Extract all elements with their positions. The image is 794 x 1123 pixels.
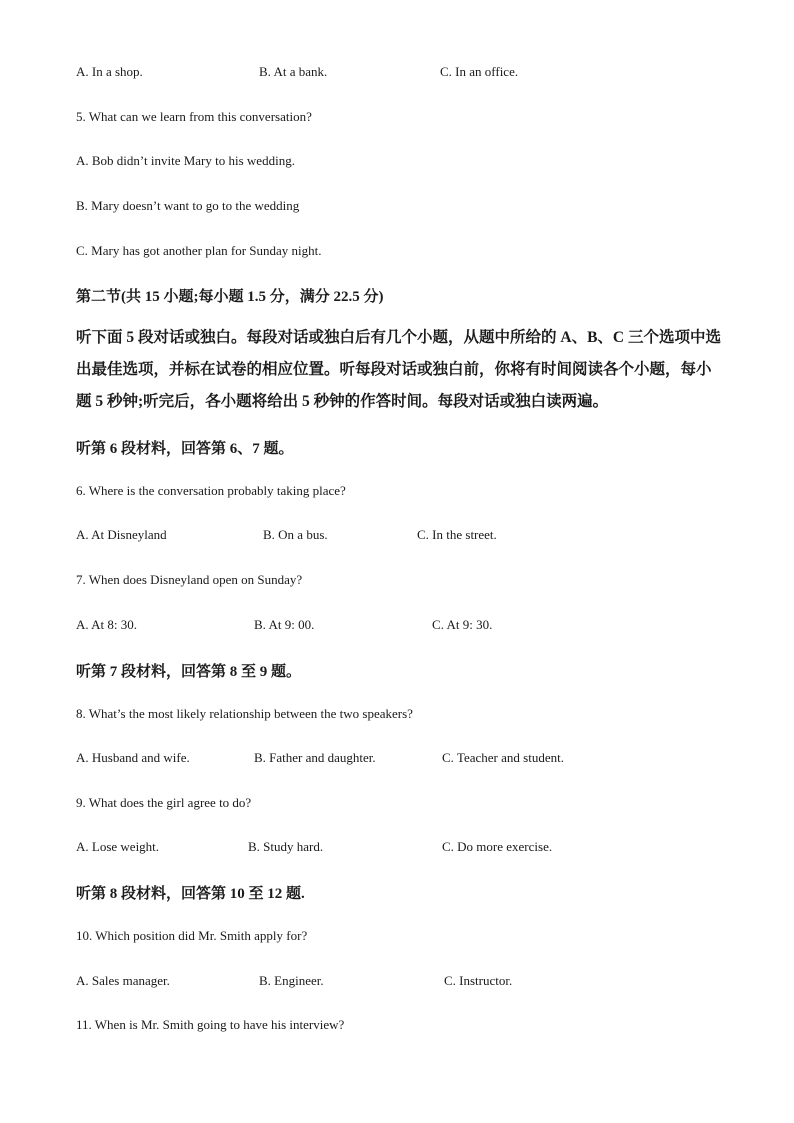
q5-option-a: A. Bob didn’t invite Mary to his wedding. — [76, 153, 295, 168]
q7-option-b: B. At 9: 00. — [254, 617, 315, 632]
q4-option-b: B. At a bank. — [259, 64, 328, 79]
q7-option-a: A. At 8: 30. — [76, 617, 138, 632]
q6-option-c: C. In the street. — [417, 527, 497, 542]
q6-question: 6. Where is the conversation probably taking place? — [76, 483, 346, 498]
group6-heading: 听第 6 段材料，回答第 6、7 题。 — [76, 441, 294, 457]
q9-option-a: A. Lose weight. — [76, 839, 160, 854]
q9-option-b: B. Study hard. — [248, 839, 324, 854]
q6-option-a: A. At Disneyland — [76, 527, 167, 542]
q8-option-c: C. Teacher and student. — [442, 750, 564, 765]
q4-option-c: C. In an office. — [440, 64, 519, 79]
q9-option-c: C. Do more exercise. — [442, 839, 553, 854]
q8-option-b: B. Father and daughter. — [254, 750, 376, 765]
group7-heading: 听第 7 段材料，回答第 8 至 9 题。 — [76, 664, 302, 680]
q8-option-a: A. Husband and wife. — [76, 750, 190, 765]
q10-question: 10. Which position did Mr. Smith apply for? — [76, 928, 308, 943]
q9-question: 9. What does the girl agree to do? — [76, 795, 252, 810]
section2-title: 第二节(共 15 小题;每小题 1.5 分，满分 22.5 分) — [76, 289, 384, 305]
q8-question: 8. What’s the most likely relationship between the two speakers? — [76, 706, 413, 721]
q10-option-b: B. Engineer. — [259, 973, 324, 988]
q4-option-a: A. In a shop. — [76, 64, 143, 79]
q5-question: 5. What can we learn from this conversation? — [76, 109, 312, 124]
q7-question: 7. When does Disneyland open on Sunday? — [76, 572, 303, 587]
q7-option-c: C. At 9: 30. — [432, 617, 493, 632]
q6-option-b: B. On a bus. — [263, 527, 328, 542]
q5-option-b: B. Mary doesn’t want to go to the wedding — [76, 198, 300, 213]
section2-instructions: 听下面 5 段对话或独白。每段对话或独白后有几个小题，从题中所给的 A、B、C 三个选项中选出最佳选项，并标在试卷的相应位置。听每段对话或独白前，你将有时间阅读各个小题，每小题 5 秒钟;听完后，各小题将给出 5 秒钟的作答时间。每段对话或独白读两遍。 — [76, 329, 721, 410]
q11-question: 11. When is Mr. Smith going to have his interview? — [76, 1017, 345, 1032]
q5-option-c: C. Mary has got another plan for Sunday night. — [76, 243, 322, 258]
q10-option-c: C. Instructor. — [444, 973, 513, 988]
group8-heading: 听第 8 段材料，回答第 10 至 12 题. — [76, 886, 305, 902]
q10-option-a: A. Sales manager. — [76, 973, 170, 988]
